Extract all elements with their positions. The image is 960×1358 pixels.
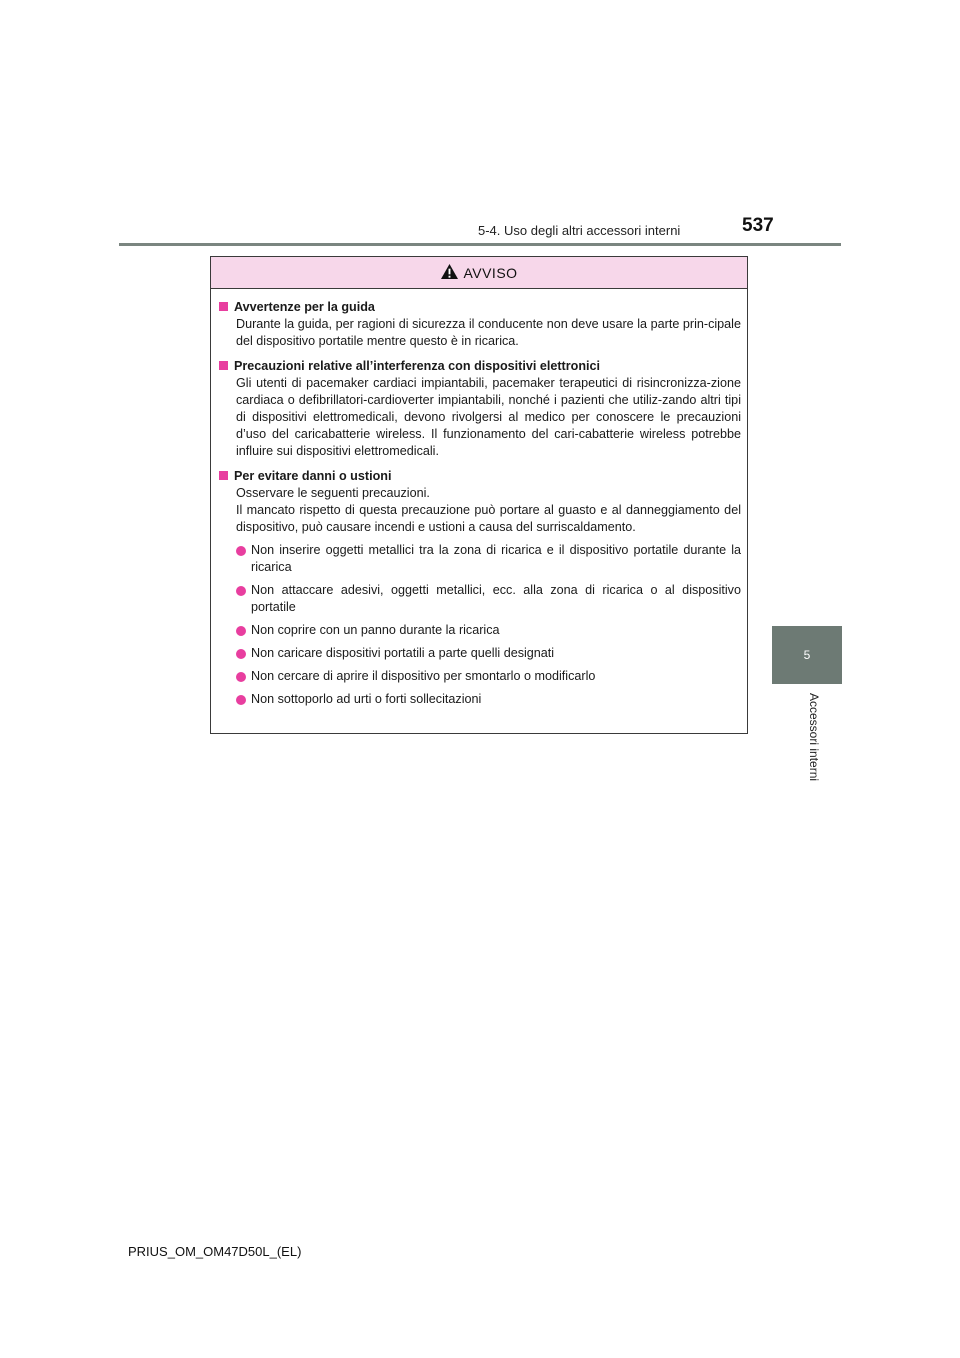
section-title xyxy=(219,299,741,316)
warning-section xyxy=(219,299,741,350)
round-bullet-icon xyxy=(236,546,246,556)
section-title xyxy=(219,358,741,375)
list-item xyxy=(236,542,741,576)
warning-section xyxy=(219,358,741,460)
list-item-text: Non inserire oggetti metallici tra la zona di ricarica e il dispositivo portatile durante la ricarica xyxy=(251,543,741,574)
section-title-text: Avvertenze per la guida xyxy=(234,300,375,314)
header-section-title: 5-4. Uso degli altri accessori interni xyxy=(478,223,681,238)
section-text: Il mancato rispetto di questa precauzione può portare al guasto e al danneggiamento del dispositivo, può causare incendi e ustioni a causa del surriscaldamento. xyxy=(236,503,741,534)
list-item-text: Non coprire con un panno durante la ricarica xyxy=(251,623,500,637)
list-item xyxy=(236,622,741,639)
round-bullet-icon xyxy=(236,586,246,596)
list-item xyxy=(236,582,741,616)
list-item-text: Non sottoporlo ad urti o forti sollecitazioni xyxy=(251,692,482,706)
section-text: Durante la guida, per ragioni di sicurezza il conducente non deve usare la parte prin-cipale del dispositivo portatile mentre questo è in ricarica. xyxy=(236,317,741,348)
round-bullet-icon xyxy=(236,672,246,682)
warning-body xyxy=(211,289,747,708)
section-title-text: Precauzioni relative all’interferenza con dispositivi elettronici xyxy=(234,359,601,373)
list-item-text: Non caricare dispositivi portatili a parte quelli designati xyxy=(251,646,555,660)
chapter-tab-label: Accessori interni xyxy=(807,693,821,782)
section-title xyxy=(219,468,741,485)
list-item xyxy=(236,645,741,662)
precaution-list xyxy=(219,542,741,708)
square-bullet-icon xyxy=(219,361,228,370)
warning-header xyxy=(211,257,747,289)
section-text: Osservare le seguenti precauzioni. xyxy=(236,486,430,500)
page-number: 537 xyxy=(742,215,774,236)
round-bullet-icon xyxy=(236,649,246,659)
warning-section xyxy=(219,468,741,708)
warning-box xyxy=(210,256,748,734)
section-text: Gli utenti di pacemaker cardiaci impiantabili, pacemaker terapeutici di risincronizza-zione cardiaca o defibrillatori-cardioverter impiantabili, nonché i pazienti che utiliz-zando altri tipi di dispositivi elettromedicali, devono rivolgersi al medico per conoscere le precauzioni d’uso del caricabatterie wireless. Il funzionamento del cari-cabatterie wireless potrebbe influire sui dispositivi elettromedicali. xyxy=(236,376,741,458)
round-bullet-icon xyxy=(236,626,246,636)
section-title-text: Per evitare danni o ustioni xyxy=(234,469,392,483)
chapter-tab-number: 5 xyxy=(803,648,811,662)
list-item-text: Non cercare di aprire il dispositivo per smontarlo o modificarlo xyxy=(251,669,596,683)
chapter-tab xyxy=(772,626,842,684)
round-bullet-icon xyxy=(236,695,246,705)
warning-triangle-icon xyxy=(440,263,459,280)
header-divider xyxy=(119,243,841,246)
warning-title: AVVISO xyxy=(463,264,518,281)
list-item xyxy=(236,668,741,685)
square-bullet-icon xyxy=(219,471,228,480)
list-item-text: Non attaccare adesivi, oggetti metallici, ecc. alla zona di ricarica o al dispositivo portatile xyxy=(251,583,741,614)
footer-doc-code: PRIUS_OM_OM47D50L_(EL) xyxy=(128,1244,302,1259)
square-bullet-icon xyxy=(219,302,228,311)
list-item xyxy=(236,691,741,708)
